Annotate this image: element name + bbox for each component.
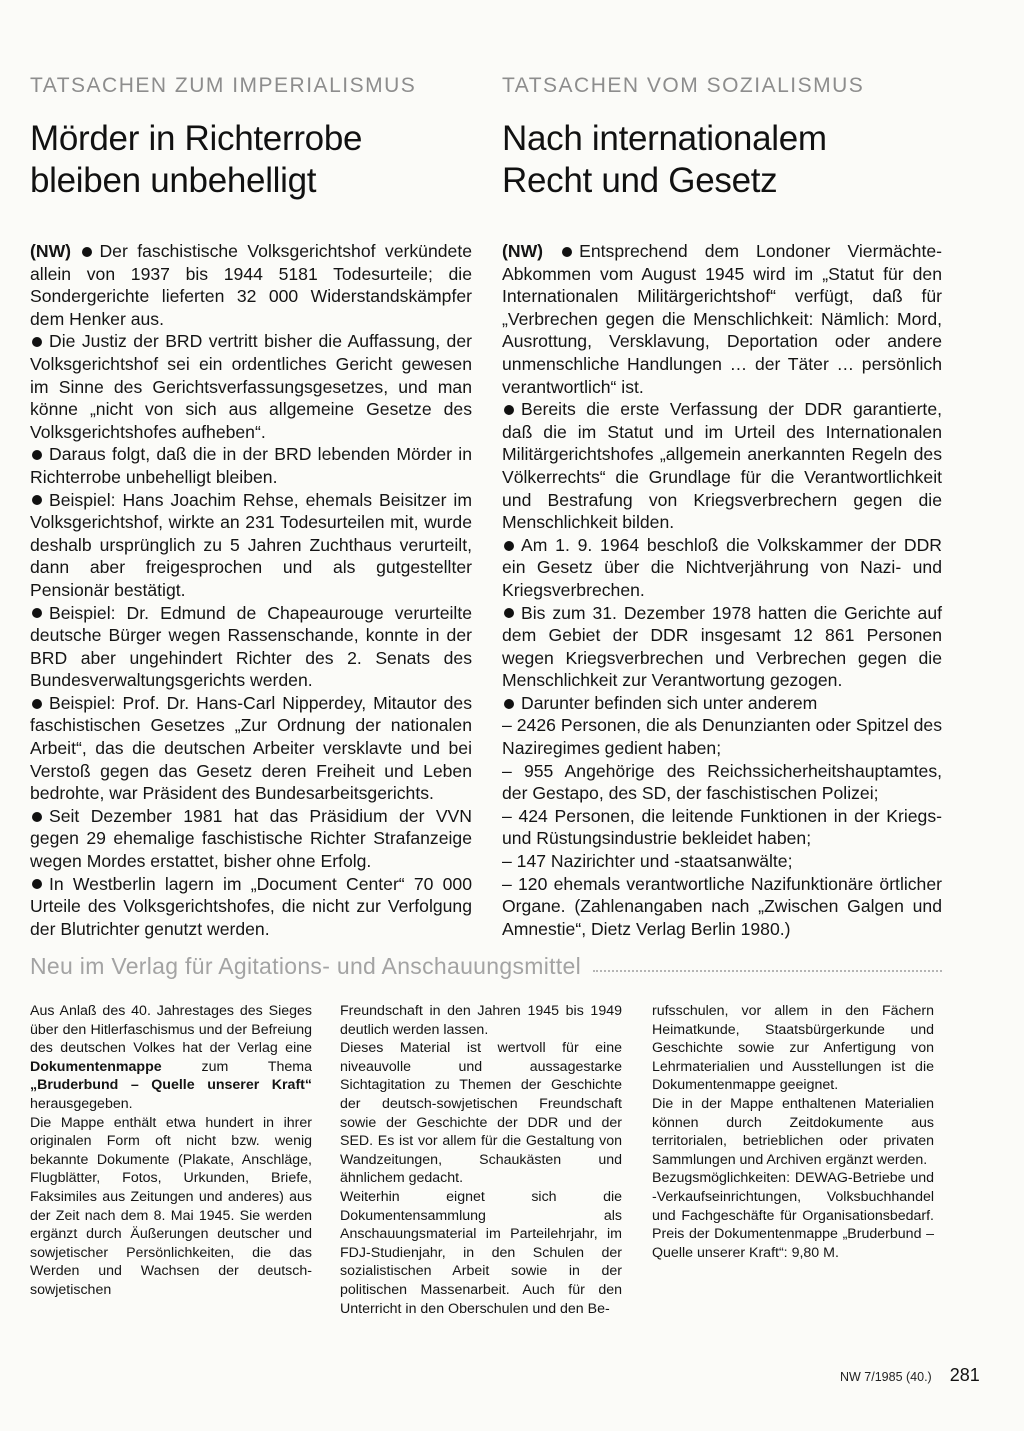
paragraph: Beispiel: Dr. Edmund de Chapeaurouge verurteilte deutsche Bürger wegen Rassenschande, konnte in der BRD aber ungehindert Richter des 2. Senats des Bundesverwaltungsgerichts werden.	[30, 602, 472, 691]
announcement-column-1	[30, 1002, 312, 1300]
list-item: – 424 Personen, die leitende Funktionen in der Kriegs- und Rüstungsindustrie bekleidet haben;	[502, 805, 942, 849]
publisher-section-header	[30, 950, 942, 982]
headline-line-2: bleiben unbehelligt	[30, 161, 317, 200]
paragraph: Darunter befinden sich unter anderem	[502, 692, 942, 715]
paragraph: Aus Anlaß des 40. Jahrestages des Sieges über den Hitlerfaschismus und der Befreiung des deutschen Volkes hat der Verlag eine Dokumentenmappe zum Thema „Bruderbund – Quelle unserer Kraft“ herausgegeben.	[30, 1003, 312, 1112]
article-body-imperialism	[30, 240, 472, 940]
bullet-icon	[32, 450, 42, 460]
headline-line-1: Mörder in Richterrobe	[30, 119, 363, 158]
bullet-icon	[82, 247, 92, 257]
paragraph: Bereits die erste Verfassung der DDR garantierte, daß die im Statut und im Urteil des Internationalen Militärgerichtshofes „allgemein anerkannten Regeln des Völkerrechts“ die Grundlage für die Verantwortlichkeit und Bestrafung von Kriegsverbrechern gegen die Menschlichkeit bilden.	[502, 399, 942, 533]
socialism-column	[502, 72, 942, 939]
paragraph: rufsschulen, vor allem in den Fächern Heimatkunde, Staatsbürgerkunde und Geschichte sowie zur Anfertigung von Lehrmaterialien und Ausstellungen ist die Dokumentenmappe geeignet.	[652, 1003, 934, 1094]
rubric-socialism: TATSACHEN VOM SOZIALISMUS	[502, 74, 865, 97]
issue-label: NW 7/1985 (40.)	[840, 1370, 932, 1384]
article-body-socialism	[502, 240, 942, 940]
announcement-column-3	[652, 1002, 934, 1262]
headline-socialism	[502, 118, 942, 202]
paragraph: Die in der Mappe enthaltenen Materialien können durch Zeitdokumente aus territorialen, betrieblichen oder privaten Sammlungen und Archiven ergänzt werden.	[652, 1095, 934, 1168]
page-number: 281	[949, 1365, 980, 1385]
bullet-icon	[504, 608, 514, 618]
paragraph: Bezugsmöglichkeiten: DEWAG-Betriebe und -Verkaufseinrichtungen, Volksbuchhandel und Fachgeschäfte für Organisationsbedarf. Preis der Dokumentenmappe „Bruderbund – Quelle unserer Kraft“: 9,80 M.	[652, 1170, 934, 1261]
paragraph: Die Justiz der BRD vertritt bisher die Auffassung, der Volksgerichtshof sei ein ordentliches Gericht gewesen im Sinne des Gerichtsverfassungsgesetzes, und man könne „nicht von sich aus allgemeine Gesetze des Volksgerichtshofes aufheben“.	[30, 331, 472, 442]
headline-imperialism	[30, 118, 472, 202]
bullet-icon	[32, 337, 42, 347]
paragraph: Freundschaft in den Jahren 1945 bis 1949 deutlich werden lassen.	[340, 1003, 622, 1038]
section-title: Neu im Verlag für Agitations- und Anschauungsmittel	[30, 952, 581, 979]
paragraph: Daraus folgt, daß die in der BRD lebenden Mörder in Richterrobe unbehelligt bleiben.	[30, 444, 472, 487]
paragraph: (NW) Entsprechend dem Londoner Viermächte-Abkommen vom August 1945 wird im „Statut für den Internationalen Militärgerichtshof“ verfügt, daß für „Verbrechen gegen die Menschlichkeit: Nämlich: Mord, Ausrottung, Versklavung, Deportation oder andere unmenschliche Handlungen … der Täter … persönlich verantwortlich“ ist.	[502, 241, 942, 397]
bullet-icon	[32, 879, 42, 889]
list-item: – 147 Nazirichter und -staatsanwälte;	[502, 851, 793, 872]
paragraph: Beispiel: Hans Joachim Rehse, ehemals Beisitzer im Volksgerichtshof, wirkte an 231 Todesurteilen mit, wurde deshalb ursprünglich zu 5 Jahren Zuchthaus verurteilt, dann aber freigesprochen und als gutgestellter Pensionär bestätigt.	[30, 489, 472, 600]
announcement-column-2	[340, 1002, 622, 1318]
bullet-icon	[504, 405, 514, 415]
page-footer	[840, 1365, 980, 1389]
paragraph: Bis zum 31. Dezember 1978 hatten die Gerichte auf dem Gebiet der DDR insgesamt 12 861 Personen wegen Kriegsverbrechen und Verbrechen gegen die Menschlichkeit zur Verantwortung gezogen.	[502, 602, 942, 691]
paragraph: In Westberlin lagern im „Document Center“ 70 000 Urteile des Volksgerichtshofes, die nicht zur Verfolgung der Blutrichter genutzt werden.	[30, 873, 472, 939]
bullet-icon	[504, 541, 514, 551]
bullet-icon	[32, 699, 42, 709]
paragraph: Weiterhin eignet sich die Dokumentensammlung als Anschauungsmaterial im Parteilehrjahr, im FDJ-Studienjahr, in den Schulen der sozialistischen Arbeit sowie in der politischen Massenarbeit. Auch für den Unterricht in den Oberschulen und den Be-	[340, 1188, 622, 1317]
section-divider	[593, 968, 942, 972]
paragraph: Dieses Material ist wertvoll für eine niveauvolle und aussagestarke Sichtagitation zu Themen der Geschichte der deutsch-sowjetischen Freundschaft sowie der Geschichte der DDR und der SED. Es ist vor allem für die Gestaltung von Wandzeitungen, Schaukästen und ähnlichem gedacht.	[340, 1040, 622, 1187]
list-item: – 2426 Personen, die als Denunzianten oder Spitzel des Naziregimes gedient haben;	[502, 715, 942, 759]
paragraph: (NW) Der faschistische Volksgerichtshof verkündete allein von 1937 bis 1944 5181 Todesurteile; die Sondergerichte lieferten 32 000 Widerstandskämpfer dem Henker aus.	[30, 241, 472, 329]
source-tag: (NW)	[502, 241, 544, 261]
paragraph: Am 1. 9. 1964 beschloß die Volkskammer der DDR ein Gesetz über die Nichtverjährung von Nazi- und Kriegsverbrechen.	[502, 534, 942, 600]
list-item: – 955 Angehörige des Reichssicherheitshauptamtes, der Gestapo, des SD, der faschistischen Polizei;	[502, 760, 942, 804]
imperialism-column	[30, 72, 472, 939]
paragraph: Beispiel: Prof. Dr. Hans-Carl Nipperdey, Mitautor des faschistischen Gesetzes „Zur Ordnung der nationalen Arbeit“, das die deutschen Arbeiter versklavte und bei Verstoß gegen das Gesetz deren Freiheit und Leben bedrohte, war Präsident des Bundesarbeitsgerichts.	[30, 692, 472, 804]
bullet-icon	[32, 608, 42, 618]
paragraph: Die Mappe enthält etwa hundert in ihrer originalen Form oft nicht bzw. wenig bekannte Dokumente (Plakate, Anschläge, Flugblätter, Fotos, Urkunden, Briefe, Faksimiles aus Zeitungen und anderes) aus der Zeit nach dem 8. Mai 1945. Sie werden ergänzt durch Äußerungen deutscher und sowjetischer Persönlichkeiten, die das Werden und Wachsen der deutsch-sowjetischen	[30, 1114, 312, 1298]
headline-line-2: Recht und Gesetz	[502, 161, 778, 200]
rubric-imperialism: TATSACHEN ZUM IMPERIALISMUS	[30, 74, 417, 97]
headline-line-1: Nach internationalem	[502, 119, 827, 158]
bullet-icon	[562, 247, 572, 257]
list-item: – 120 ehemals verantwortliche Nazifunktionäre örtlicher Organe. (Zahlenangaben nach „Zwischen Galgen und Amnestie“, Dietz Verlag Berlin 1980.)	[502, 873, 942, 939]
bullet-icon	[32, 495, 42, 505]
source-tag: (NW)	[30, 241, 72, 261]
bullet-icon	[504, 699, 514, 709]
bullet-icon	[32, 812, 42, 822]
paragraph: Seit Dezember 1981 hat das Präsidium der VVN gegen 29 ehemalige faschistische Richter Strafanzeige wegen Mordes erstattet, bisher ohne Erfolg.	[30, 805, 472, 872]
